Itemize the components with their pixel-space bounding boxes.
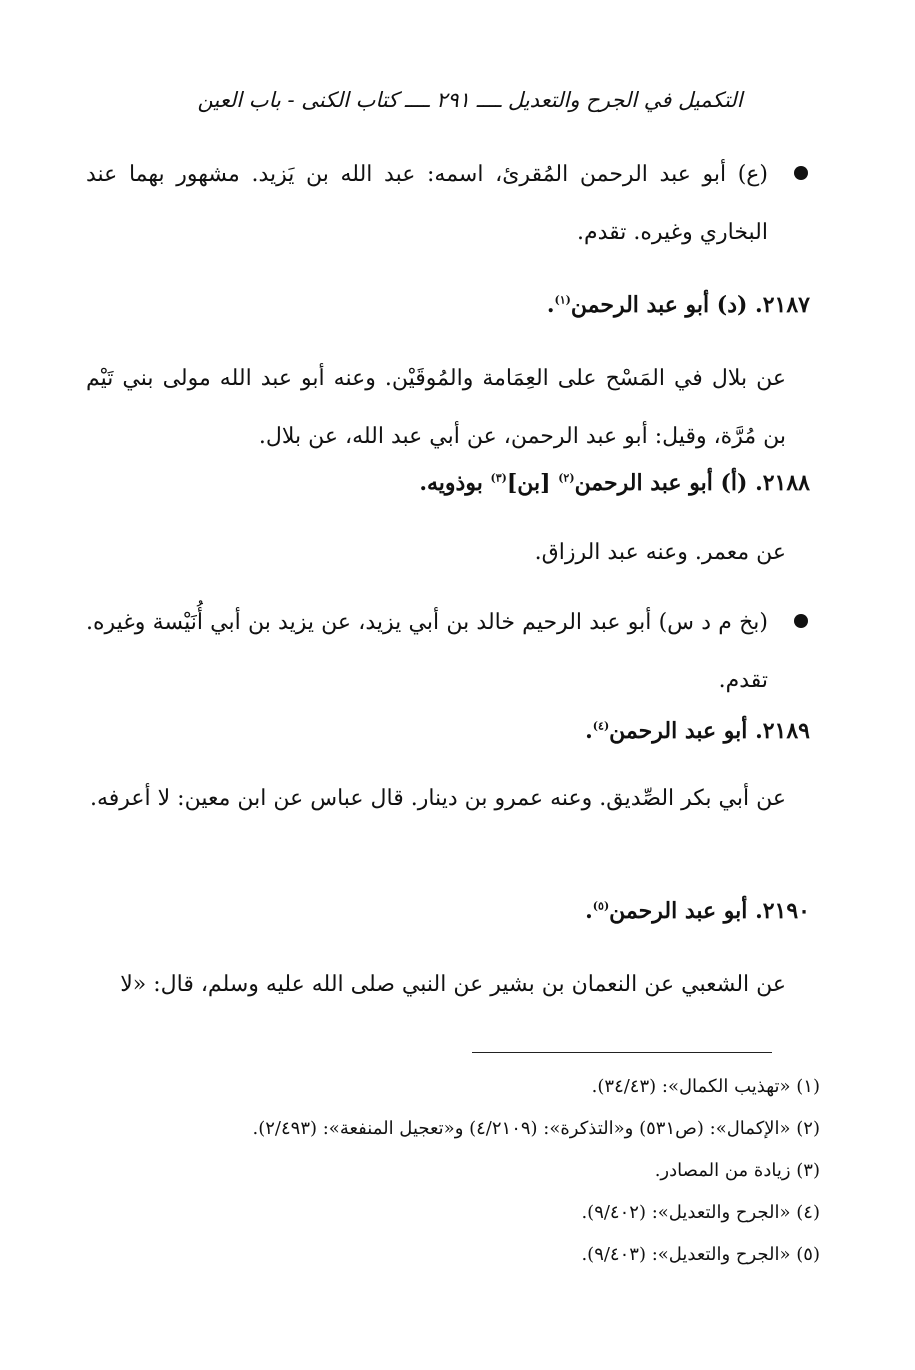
bullet-text: (بخ م د س) أبو عبد الرحيم خالد بن أبي يزيد، عن يزيد بن أبي أُنَيْسة وغيره. تقدم. <box>86 610 768 693</box>
footnote-2: (٢) «الإكمال»: (ص٥٣١) و«التذكرة»: (٤/٢١٠٩) و«تعجيل المنفعة»: (٢/٤٩٣). <box>252 1118 820 1139</box>
bullet-icon <box>794 166 808 180</box>
footnote-ref: (٣) <box>490 471 507 485</box>
page-header: التكميل في الجرح والتعديل ــــ ٢٩١ ــــ كتاب الكنى - باب العين <box>197 88 743 112</box>
entry-heading-2190 <box>120 898 810 924</box>
entry-body-2188: عن معمر. وعنه عبد الرزاق. <box>534 540 786 565</box>
entry-number-name: ٢١٨٩. أبو عبد الرحمن <box>609 718 810 744</box>
entry-heading-2188 <box>120 470 810 496</box>
entry-body-2190: عن الشعبي عن النعمان بن بشير عن النبي صلى الله عليه وسلم، قال: «لا <box>120 972 786 997</box>
bullet-paragraph-muqri <box>86 146 808 262</box>
footnote-ref: (٢) <box>558 471 575 485</box>
entry-heading-insert: [بن] <box>506 470 559 496</box>
entry-body-2189: عن أبي بكر الصِّديق. وعنه عمرو بن دينار. قال عباس عن ابن معين: لا أعرفه. <box>89 786 786 811</box>
footnote-ref: (٥) <box>592 899 610 913</box>
entry-heading-end: . <box>585 898 593 924</box>
entry-heading-end: . <box>546 292 555 318</box>
bullet-icon <box>794 614 808 628</box>
footnote-ref: (٤) <box>592 719 610 733</box>
footnote-divider <box>472 1052 772 1053</box>
entry-heading-2187 <box>120 292 810 318</box>
footnote-1: (١) «تهذيب الكمال»: (٣٤/٤٣). <box>591 1076 820 1097</box>
entry-heading-end: . <box>585 718 593 744</box>
footnote-ref: (١) <box>554 293 571 307</box>
entry-number-name: ٢١٨٧. (د) أبو عبد الرحمن <box>570 292 810 318</box>
footnote-3: (٣) زيادة من المصادر. <box>654 1160 820 1181</box>
footnote-4: (٤) «الجرح والتعديل»: (٩/٤٠٢). <box>581 1202 820 1223</box>
entry-heading-end: بوذويه. <box>419 470 491 496</box>
bullet-text: (ع) أبو عبد الرحمن المُقرئ، اسمه: عبد الله بن يَزيد. مشهور بهما عند البخاري وغيره. تقدم. <box>86 162 768 245</box>
entry-heading-2189 <box>120 718 810 744</box>
bullet-paragraph-khalid <box>86 594 808 710</box>
entry-number-name: ٢١٩٠. أبو عبد الرحمن <box>609 898 810 924</box>
entry-body-2187: عن بلال في المَسْح على العِمَامة والمُوقَيْن. وعنه أبو عبد الله مولى بني تَيْم بن مُرَّة، وقيل: أبو عبد الرحمن، عن أبي عبد الله، عن بلال. <box>86 366 786 449</box>
entry-number-name: ٢١٨٨. (أ) أبو عبد الرحمن <box>574 470 810 496</box>
footnote-5: (٥) «الجرح والتعديل»: (٩/٤٠٣). <box>581 1244 820 1265</box>
